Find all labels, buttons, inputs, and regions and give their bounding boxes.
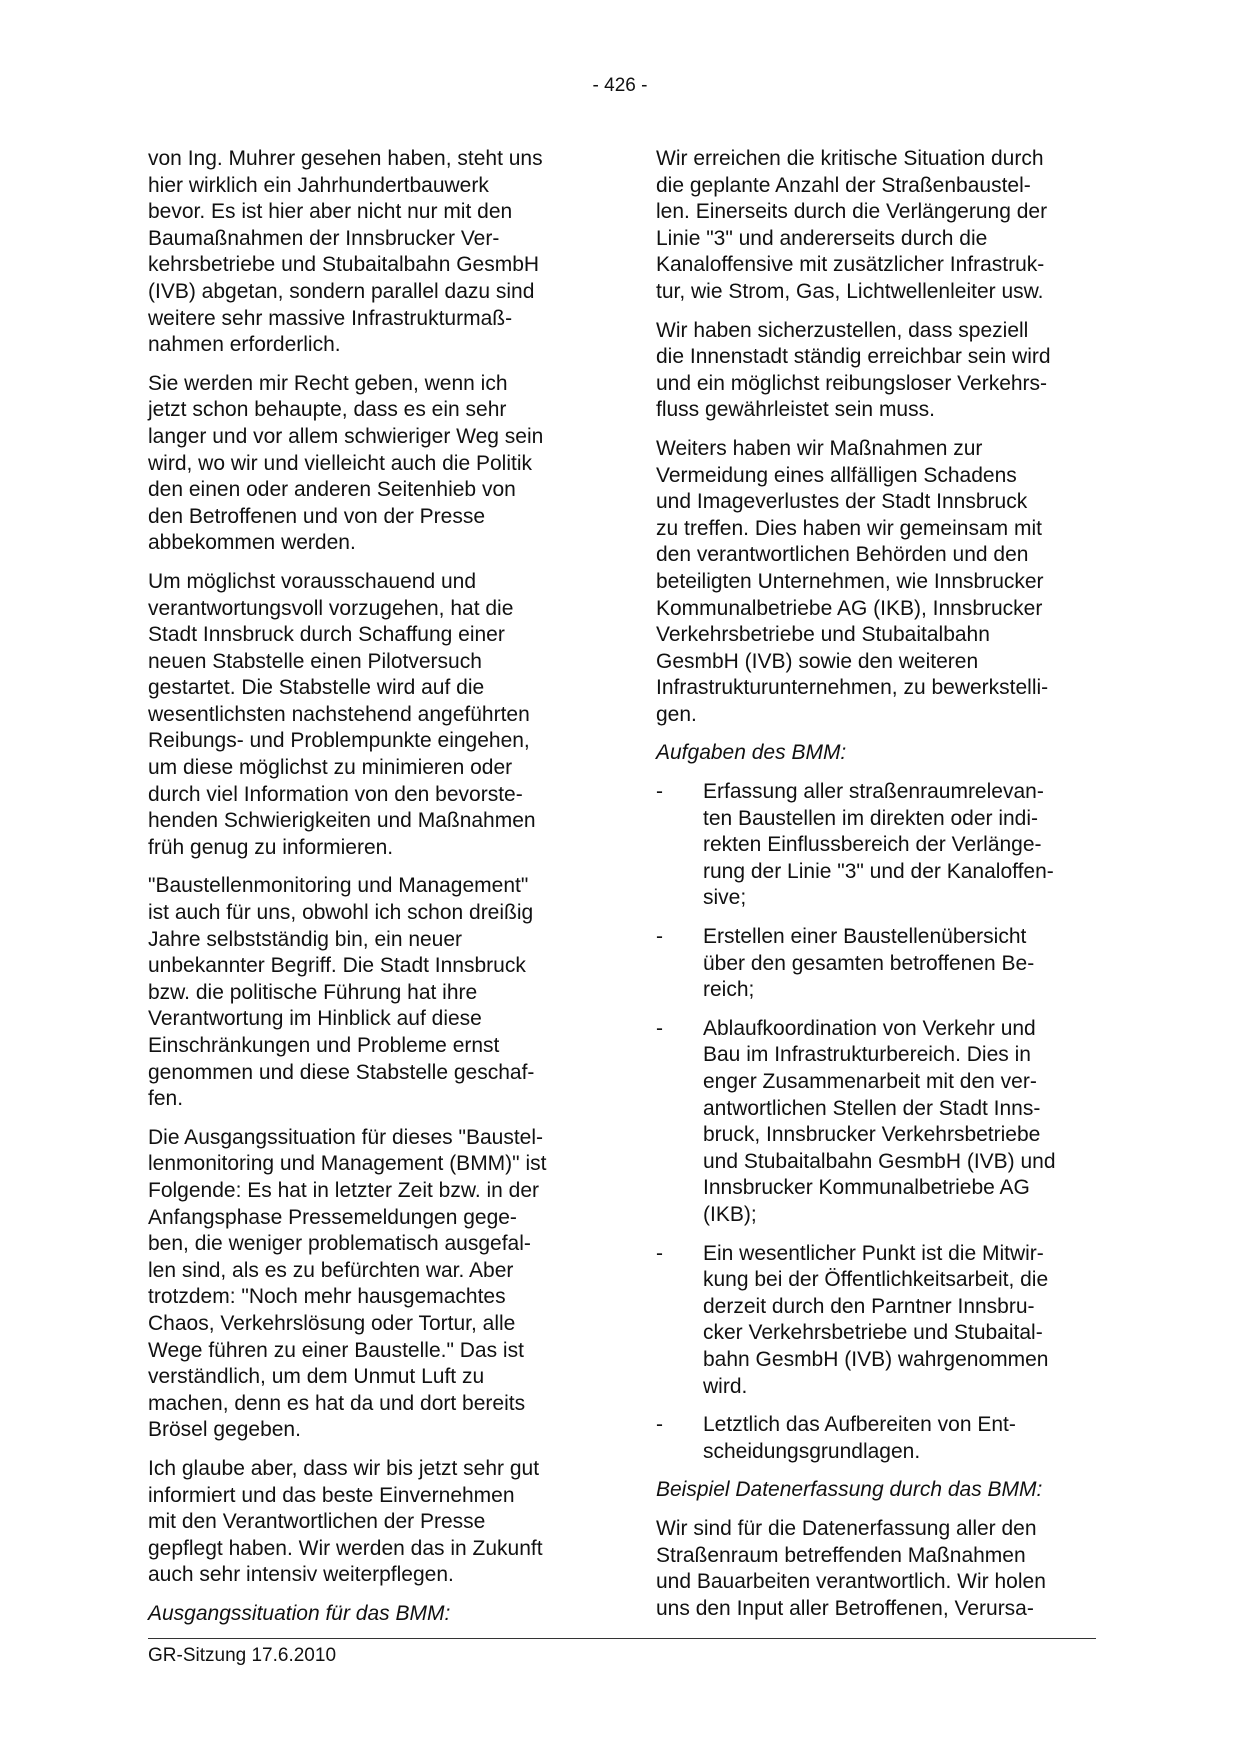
paragraph: von Ing. Muhrer gesehen haben, steht uns hier wirklich ein Jahrhundertbauwerk bevor. Es ist hier aber nicht nur mit den Baumaßnahmen der Innsbrucker Ver- kehrsbetriebe und Stubaitalbahn GesmbH (IVB) abgetan, sondern parallel dazu sind weitere sehr massive Infrastrukturmaß- nahmen erforderlich. — [148, 147, 543, 357]
paragraph: Weiters haben wir Maßnahmen zur Vermeidung eines allfälligen Schadens und Imageverlustes der Stadt Innsbruck zu treffen. Dies haben wir gemeinsam mit den verantwortlichen Behörden und den beteiligten Unternehmen, wie Innsbrucker Kommunalbetriebe AG (IKB), Innsbrucker Verkehrsbetriebe und Stubaitalbahn GesmbH (IVB) sowie den weiteren Infrastrukturunternehmen, zu bewerkstelli- gen. — [656, 436, 1049, 726]
list-item — [656, 1016, 1096, 1229]
section-heading: Ausgangssituation für das BMM: — [148, 1601, 451, 1625]
task-list — [656, 779, 1096, 1465]
list-item — [656, 779, 1096, 912]
dash-bullet: - — [656, 1016, 663, 1040]
right-column — [656, 146, 1096, 1634]
list-item — [656, 1412, 1096, 1465]
list-item — [656, 1241, 1096, 1401]
paragraph: Sie werden mir Recht geben, wenn ich jetzt schon behaupte, dass es ein sehr langer und vor allem schwieriger Weg sein wird, wo wir und vielleicht auch die Politik den einen oder anderen Seitenhieb von den Betroffenen und von der Presse abbekommen werden. — [148, 371, 544, 555]
left-column — [148, 146, 588, 1639]
paragraph: Wir sind für die Datenerfassung aller den Straßenraum betreffenden Maßnahmen und Bauarbeiten verantwortlich. Wir holen uns den Input aller Betroffenen, Verursa- — [656, 1516, 1046, 1620]
paragraph: Wir erreichen die kritische Situation durch die geplante Anzahl der Straßenbaustel- len. Einerseits durch die Verlängerung der Linie "3" und andererseits durch die Kanaloffensive mit zusätzlicher Infrastruk- tur, wie Strom, Gas, Lichtwellenleiter usw. — [656, 147, 1048, 303]
dash-bullet: - — [656, 925, 663, 949]
list-item-text: Ein wesentlicher Punkt ist die Mitwir- kung bei der Öffentlichkeitsarbeit, die derzeit durch den Parntner Innsbru- cker Verkehrsbetriebe und Stubaital- bahn GesmbH (IVB) wahrgenommen wird. — [703, 1241, 1049, 1398]
section-heading: Aufgaben des BMM: — [656, 741, 847, 765]
list-item — [656, 924, 1096, 1004]
paragraph: Die Ausgangssituation für dieses "Baustel- lenmonitoring und Management (BMM)" ist Folgende: Es hat in letzter Zeit bzw. in der Anfangsphase Pressemeldungen gege- ben, die weniger problematisch ausgefal- len sind, als es zu befürchten war. Aber trotzdem: "Noch mehr hausgemachtes Chaos, Verkehrslösung oder Tortur, alle Wege führen zu einer Baustelle." Das ist verständlich, um dem Unmut Luft zu machen, denn es hat da und dort bereits Brösel gegeben. — [148, 1125, 547, 1442]
paragraph: Wir haben sicherzustellen, dass speziell die Innenstadt ständig erreichbar sein wird und ein möglichst reibungsloser Verkehrs- fluss gewährleistet sein muss. — [656, 318, 1051, 422]
list-item-text: Erstellen einer Baustellenübersicht über den gesamten betroffenen Be- reich; — [703, 925, 1035, 1002]
dash-bullet: - — [656, 780, 663, 804]
section-heading: Beispiel Datenerfassung durch das BMM: — [656, 1478, 1043, 1502]
dash-bullet: - — [656, 1241, 663, 1265]
footer-divider — [148, 1638, 1096, 1639]
paragraph: Ich glaube aber, dass wir bis jetzt sehr gut informiert und das beste Einvernehmen mit den Verantwortlichen der Presse gepflegt haben. Wir werden das in Zukunft auch sehr intensiv weiterpflegen. — [148, 1456, 543, 1587]
paragraph: Um möglichst vorausschauend und verantwortungsvoll vorzugehen, hat die Stadt Innsbruck durch Schaffung einer neuen Stabstelle einen Pilotversuch gestartet. Die Stabstelle wird auf die wesentlichsten nachstehend angeführten Reibungs- und Problempunkte eingehen, um diese möglichst zu minimieren oder durch viel Information von den bevorste- henden Schwierigkeiten und Maßnahmen früh genug zu informieren. — [148, 569, 536, 859]
footer-text: GR-Sitzung 17.6.2010 — [148, 1645, 337, 1666]
page-number: - 426 - — [592, 75, 648, 96]
list-item-text: Letztlich das Aufbereiten von Ent- scheidungsgrundlagen. — [703, 1413, 1016, 1463]
paragraph: "Baustellenmonitoring und Management" ist auch für uns, obwohl ich schon dreißig Jahre selbstständig bin, ein neuer unbekannter Begriff. Die Stadt Innsbruck bzw. die politische Führung hat ihre Verantwortung im Hinblick auf diese Einschränkungen und Probleme ernst genommen und diese Stabstelle geschaf- fen. — [148, 874, 535, 1111]
dash-bullet: - — [656, 1413, 663, 1437]
list-item-text: Ablaufkoordination von Verkehr und Bau im Infrastrukturbereich. Dies in enger Zusammenarbeit mit den ver- antwortlichen Stellen der Stadt Inns- bruck, Innsbrucker Verkehrsbetriebe und Stubaitalbahn GesmbH (IVB) und Innsbrucker Kommunalbetriebe AG (IKB); — [703, 1016, 1056, 1226]
list-item-text: Erfassung aller straßenraumrelevan- ten Baustellen im direkten oder indi- rekten Einflussbereich der Verlänge- rung der Linie "3" und der Kanaloffen- sive; — [703, 780, 1054, 910]
